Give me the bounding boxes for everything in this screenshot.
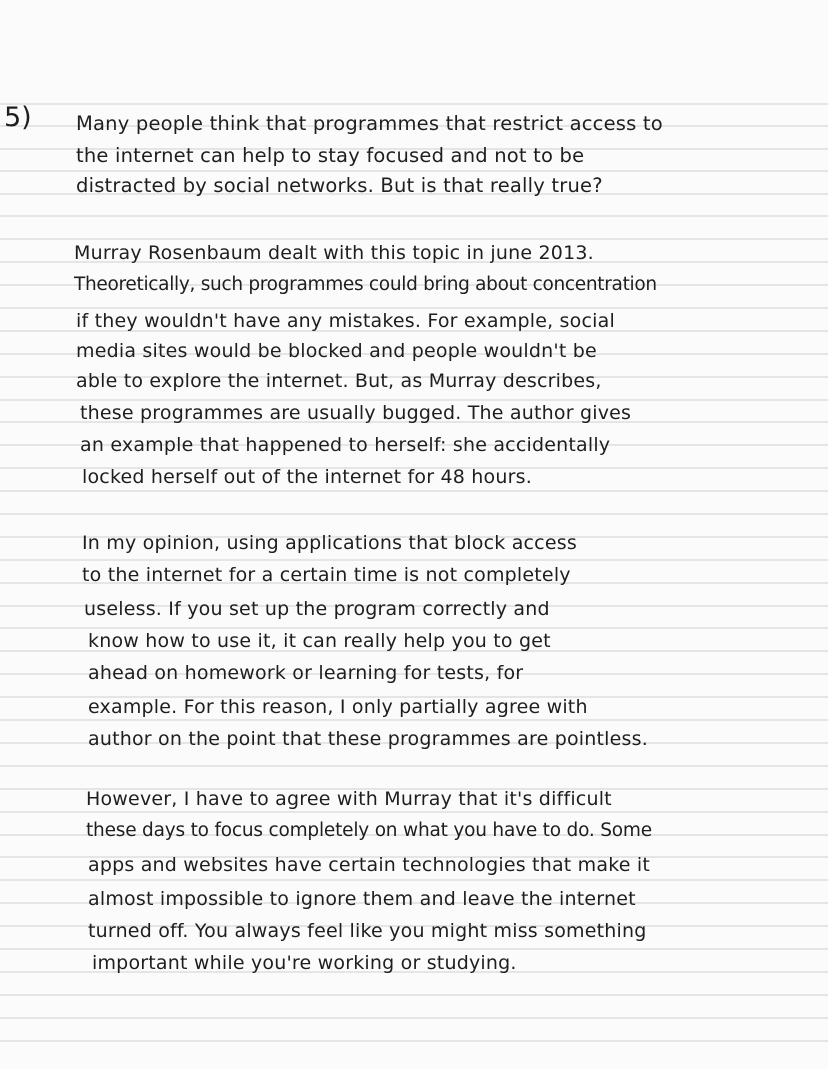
handwritten-line: Many people think that programmes that restrict access to	[76, 112, 663, 135]
handwritten-line: turned off. You always feel like you might miss something	[88, 920, 647, 942]
handwritten-line: ahead on homework or learning for tests, for	[88, 662, 524, 684]
question-number: 5)	[4, 102, 32, 133]
handwritten-line: these programmes are usually bugged. The author gives	[80, 402, 632, 424]
handwritten-line: an example that happened to herself: she accidentally	[80, 434, 611, 456]
handwritten-line: author on the point that these programmes are pointless.	[88, 728, 648, 750]
handwritten-line: useless. If you set up the program correctly and	[84, 598, 550, 620]
handwritten-line: important while you're working or studying.	[92, 952, 517, 974]
handwritten-line: media sites would be blocked and people wouldn't be	[76, 340, 597, 362]
handwritten-line: if they wouldn't have any mistakes. For example, social	[76, 310, 615, 332]
handwritten-line: In my opinion, using applications that block access	[82, 532, 577, 554]
handwritten-line: distracted by social networks. But is that really true?	[76, 174, 603, 197]
handwritten-line: example. For this reason, I only partially agree with	[88, 696, 588, 718]
handwritten-line: these days to focus completely on what you have to do. Some	[86, 820, 652, 841]
handwritten-line: However, I have to agree with Murray that it's difficult	[86, 788, 612, 810]
handwritten-line: Murray Rosenbaum dealt with this topic in june 2013.	[74, 242, 594, 264]
handwritten-line: to the internet for a certain time is not completely	[82, 564, 571, 586]
handwritten-line: locked herself out of the internet for 48 hours.	[82, 466, 532, 488]
handwritten-line: the internet can help to stay focused and not to be	[76, 144, 585, 167]
handwritten-line: able to explore the internet. But, as Murray describes,	[76, 370, 602, 392]
handwritten-line: Theoretically, such programmes could bring about concentration	[74, 274, 657, 295]
handwritten-line: apps and websites have certain technologies that make it	[88, 854, 651, 876]
handwritten-line: know how to use it, it can really help you to get	[88, 630, 551, 652]
handwritten-line: almost impossible to ignore them and leave the internet	[88, 888, 636, 910]
